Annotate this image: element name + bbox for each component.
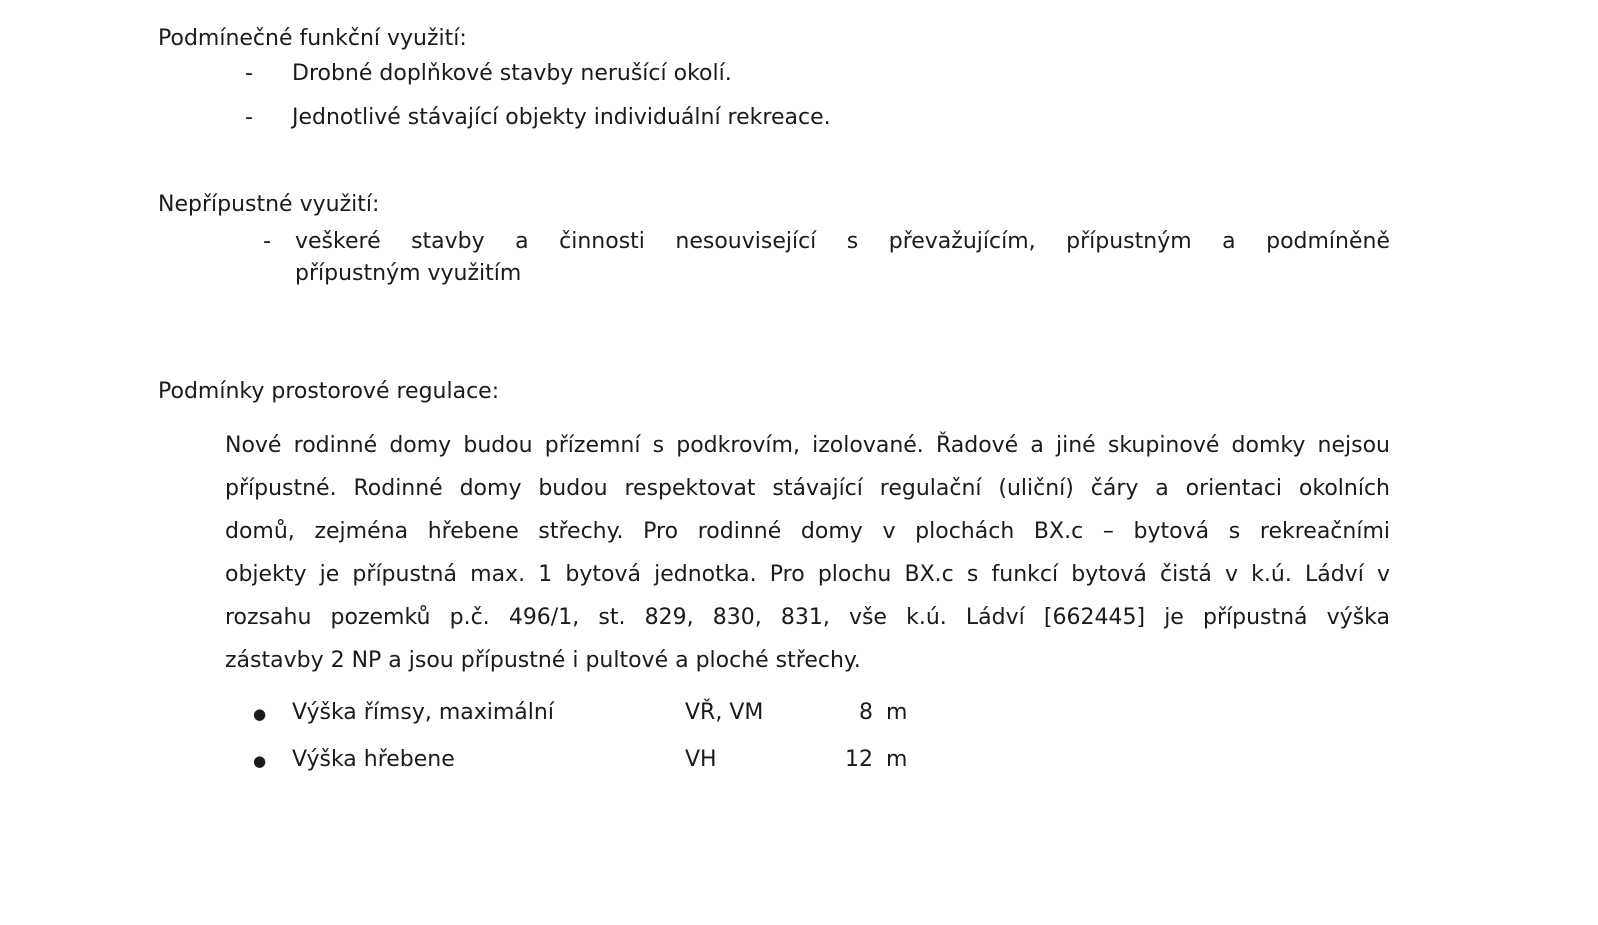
bullet-row: [253, 737, 907, 784]
paragraph-line: Nové rodinné domy budou přízemní s podkrovím, izolované. Řadové a jiné skupinové domky nejsou: [225, 433, 1390, 458]
bullet-value-number: 12: [845, 747, 873, 772]
list-item: [245, 96, 831, 140]
paragraph-line: objekty je přípustná max. 1 bytová jednotka. Pro plochu BX.c s funkcí bytová čistá v k.ú. Ládví v: [225, 562, 1390, 587]
paragraph-line: přípustné. Rodinné domy budou respektovat stávající regulační (uliční) čáry a orientaci okolních: [225, 476, 1390, 501]
section-heading-impermissible-use: Nepřípustné využití:: [158, 192, 380, 217]
bullet-label: Výška hřebene: [292, 747, 455, 772]
bullet-label: Výška římsy, maximální: [292, 700, 554, 725]
impermissible-use-list-item: [263, 226, 1390, 290]
paragraph-line: zástavby 2 NP a jsou přípustné i pultové a ploché střechy.: [225, 648, 861, 673]
bullet-row: [253, 690, 907, 737]
list-item-text: Drobné doplňkové stavby nerušící okolí.: [292, 61, 732, 86]
bullet-value-unit: m: [886, 747, 908, 772]
bullet-value: [845, 737, 907, 782]
list-item-text: Jednotlivé stávající objekty individuální rekreace.: [292, 105, 831, 130]
conditional-use-list: [245, 52, 831, 140]
bullet-code: VH: [685, 747, 717, 772]
list-item: [245, 52, 831, 96]
bullet-marker: ●: [253, 705, 267, 723]
bullet-value-number: 8: [859, 700, 873, 725]
bullet-value: [845, 690, 907, 735]
height-limits-list: [253, 690, 907, 784]
dash-marker: -: [263, 229, 271, 254]
paragraph-line: domů, zejména hřebene střechy. Pro rodinné domy v plochách BX.c – bytová s rekreačními: [225, 519, 1390, 544]
section-heading-spatial-regulation: Podmínky prostorové regulace:: [158, 379, 500, 404]
section-heading-conditional-use: Podmínečné funkční využití:: [158, 26, 467, 51]
paragraph-line: rozsahu pozemků p.č. 496/1, st. 829, 830, 831, vše k.ú. Ládví [662445] je přípustná výška: [225, 605, 1390, 630]
bullet-code: VŘ, VM: [685, 700, 764, 725]
text-line: veškeré stavby a činnosti nesouvisející s převažujícím, přípustným a podmíněně: [295, 229, 1390, 254]
list-item-text: [295, 226, 1390, 290]
dash-marker: -: [245, 105, 253, 130]
dash-marker: -: [245, 61, 253, 86]
text-line: přípustným využitím: [295, 261, 522, 286]
spatial-regulation-paragraph: [225, 424, 1390, 682]
bullet-value-unit: m: [886, 700, 908, 725]
bullet-marker: ●: [253, 752, 267, 770]
